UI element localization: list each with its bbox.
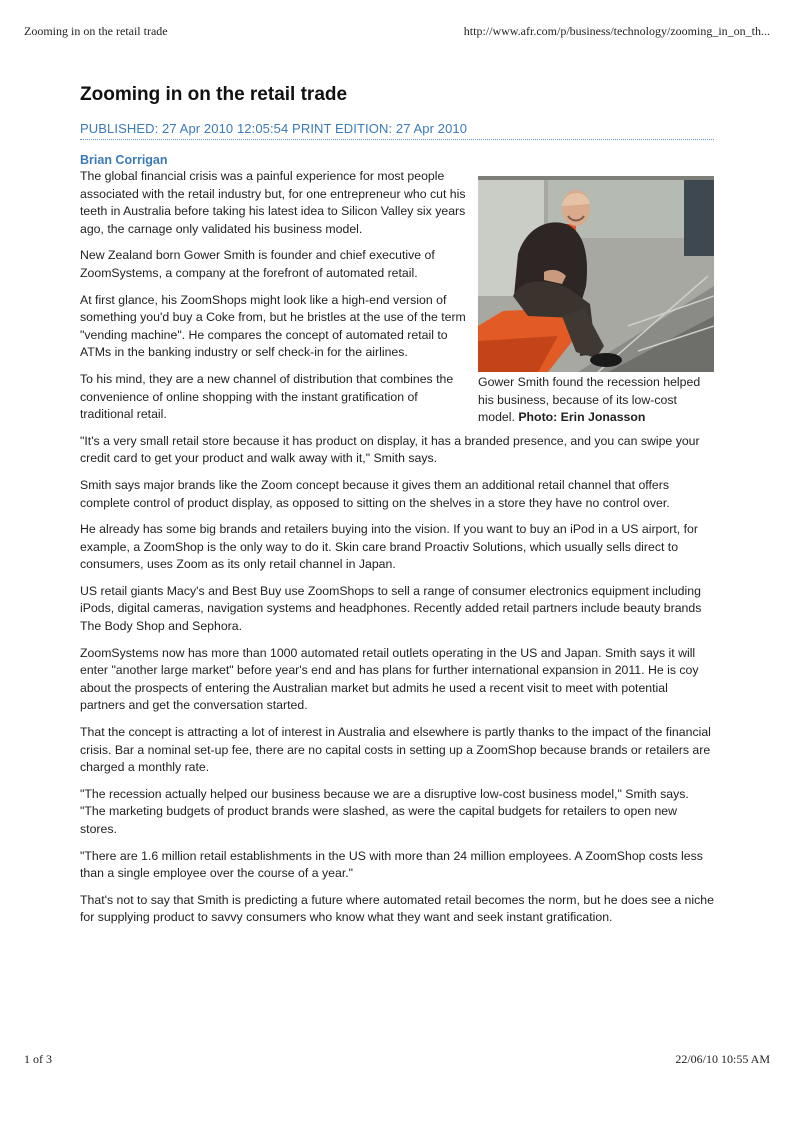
paragraph: That's not to say that Smith is predicting a future where automated retail becomes the norm, but he does see a niche for supplying product to savvy consumers who know what they want and seek instant gratification. — [80, 892, 714, 925]
paragraph: "There are 1.6 million retail establishments in the US with more than 24 million employees. A ZoomShop costs less than a single employee over the course of a year." — [80, 848, 703, 881]
article-title: Zooming in on the retail trade — [80, 84, 348, 105]
photo-caption — [478, 374, 714, 427]
paragraph: That the concept is attracting a lot of interest in Australia and elsewhere is partly thanks to the impact of the financial crisis. Bar a nominal set-up fee, there are no capital costs in setting up a ZoomShop because brands or retailers are charged a monthly rate. — [80, 725, 711, 775]
page-number: 1 of 3 — [24, 1052, 52, 1066]
paragraph: "It's a very small retail store because it has product on display, it has a branded presence, and you can swipe your credit card to get your product and walk away with it," Smith says. — [80, 433, 700, 466]
photo-credit: Photo: Erin Jonasson — [518, 410, 646, 425]
published-line: PUBLISHED: 27 Apr 2010 12:05:54 PRINT EDITION: 27 Apr 2010 — [80, 120, 714, 140]
print-footer — [24, 1052, 770, 1068]
print-header-url: http://www.afr.com/p/business/technology/zooming_in_on_th... — [463, 24, 770, 38]
paragraph: To his mind, they are a new channel of distribution that combines the convenience of online shopping with the instant gratification of traditional retail. — [80, 371, 454, 422]
paragraph: US retail giants Macy's and Best Buy use ZoomShops to sell a range of consumer electronics equipment including iPods, digital cameras, navigation systems and headphones. Recently added retail partners include beauty brands The Body Shop and Sephora. — [80, 583, 702, 634]
article-figure — [478, 176, 714, 427]
print-header-title: Zooming in on the retail trade — [24, 24, 168, 38]
paragraph: He already has some big brands and retailers buying into the vision. If you want to buy an iPod in a US airport, for example, a ZoomShop is the only way to do it. Skin care brand Proactiv Solutions, which usually sells direct to consumers, uses Zoom as its only retail channel in Japan. — [80, 522, 698, 572]
photo-caption-text: Gower Smith found the recession helped his business, because of its low-cost model. — [478, 375, 701, 425]
photo-illustration — [478, 176, 714, 372]
paragraph: The global financial crisis was a painful experience for most people associated with the retail industry but, for one entrepreneur who cut his teeth in Australia before taking his latest idea to Silicon Valley six years ago, the carnage only validated his business model. — [80, 169, 466, 236]
paragraph: Smith says major brands like the Zoom concept because it gives them an additional retail channel that offers complete control of product display, as opposed to sitting on the shelves in a store they have no control over. — [80, 477, 670, 510]
print-header — [24, 24, 770, 40]
author-byline: Brian Corrigan — [80, 153, 168, 167]
print-datetime: 22/06/10 10:55 AM — [675, 1052, 770, 1066]
article-photo — [478, 176, 714, 372]
paragraph: New Zealand born Gower Smith is founder and chief executive of ZoomSystems, a company at the forefront of automated retail. — [80, 248, 435, 280]
paragraph: "The recession actually helped our business because we are a disruptive low-cost business model," Smith says. "The marketing budgets of product brands were slashed, as were the capital budgets for retailers to open new stores. — [80, 786, 689, 836]
article — [80, 82, 714, 936]
paragraph: ZoomSystems now has more than 1000 automated retail outlets operating in the US and Japan. Smith says it will enter "another large market" before year's end and has plans for further international expansion in 2011. He is coy about the prospects of entering the Australian market but admits he used a recent visit to meet with potential partners and get the conversation started. — [80, 645, 699, 713]
paragraph: At first glance, his ZoomShops might look like a high-end version of something you'd buy a Coke from, but he bristles at the use of the term "vending machine". He compares the concept of automated retail to ATMs in the banking industry or self check-in for the airlines. — [80, 292, 466, 360]
